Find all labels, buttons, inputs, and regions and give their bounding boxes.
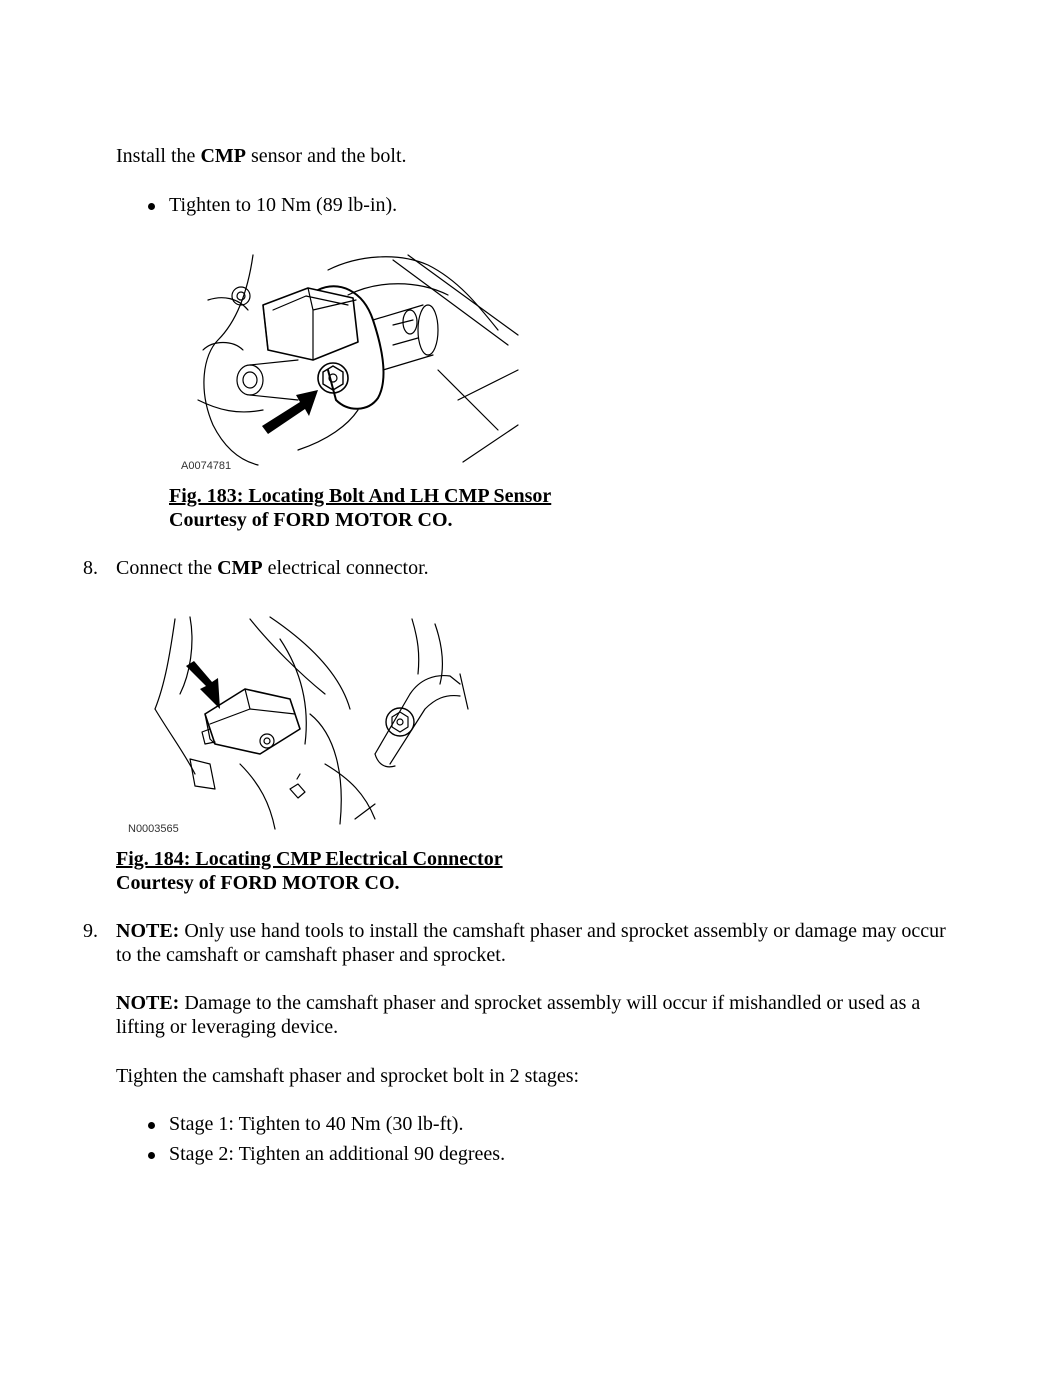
step8-text-bold: CMP [217, 557, 263, 579]
step9-instruction: Tighten the camshaft phaser and sprocket bolt in 2 stages: [116, 1065, 580, 1087]
step9-note1-line1 [116, 919, 1046, 943]
step7-text-pre: Install the [116, 145, 201, 167]
fig184-code: N0003565 [128, 823, 179, 835]
step8-text-pre: Connect the [116, 557, 218, 579]
step9-note2-line1 [116, 991, 1046, 1015]
note1-label: NOTE: [116, 920, 180, 942]
bullet-icon [148, 1152, 155, 1159]
step9-note2-line2: lifting or leveraging device. [116, 1016, 339, 1038]
fig184-title: Fig. 184: Locating CMP Electrical Connector [116, 848, 503, 870]
fig184-courtesy: Courtesy of FORD MOTOR CO. [116, 872, 400, 894]
step9-note2 [116, 991, 1046, 1039]
step8-instruction [116, 556, 429, 580]
step9-number: 9. [83, 920, 98, 942]
step7-instruction [116, 144, 407, 168]
step7-text-post: sensor and the bolt. [245, 145, 407, 167]
fig184-caption [116, 847, 503, 895]
fig183-courtesy: Courtesy of FORD MOTOR CO. [169, 509, 453, 531]
step9-bullet-1: Stage 1: Tighten to 40 Nm (30 lb-ft). [169, 1113, 464, 1135]
fig183-illustration [178, 250, 523, 468]
fig183-caption [169, 484, 551, 532]
note2-text-line1: Damage to the camshaft phaser and sprocket assembly will occur if mishandled or used as a [179, 992, 921, 1014]
step9-note1 [116, 919, 1046, 967]
step7-text-bold: CMP [200, 145, 246, 167]
bullet-icon [148, 203, 155, 210]
fig184-illustration [150, 614, 470, 832]
step9-bullet-2: Stage 2: Tighten an additional 90 degrees. [169, 1143, 506, 1165]
bullet-icon [148, 1122, 155, 1129]
note1-text-line1: Only use hand tools to install the camshaft phaser and sprocket assembly or damage may occur [179, 920, 946, 942]
step8-number: 8. [83, 557, 98, 579]
step8-text-post: electrical connector. [262, 557, 429, 579]
fig183-title: Fig. 183: Locating Bolt And LH CMP Sensor [169, 485, 552, 507]
fig183-code: A0074781 [181, 460, 232, 472]
arrow-icon [186, 661, 220, 709]
step9-note1-line2: to the camshaft or camshaft phaser and sprocket. [116, 944, 506, 966]
note2-label: NOTE: [116, 992, 180, 1014]
step7-bullet: Tighten to 10 Nm (89 lb-in). [169, 194, 398, 216]
